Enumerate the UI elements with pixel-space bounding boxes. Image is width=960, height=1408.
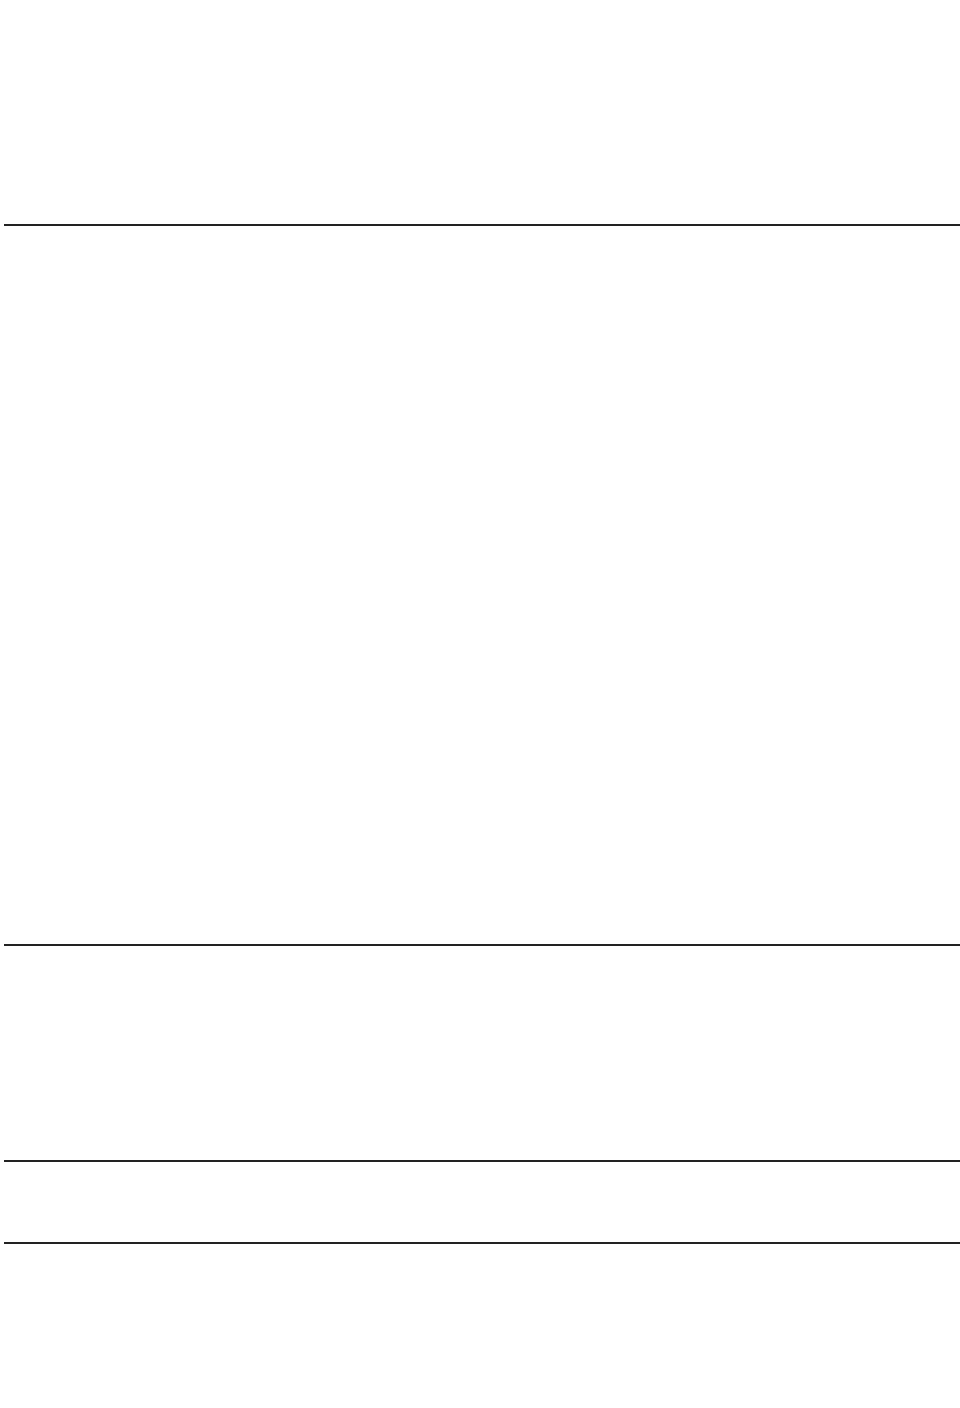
- divider: [4, 944, 960, 946]
- divider: [4, 1160, 960, 1162]
- divider: [4, 224, 960, 226]
- divider: [4, 1242, 960, 1244]
